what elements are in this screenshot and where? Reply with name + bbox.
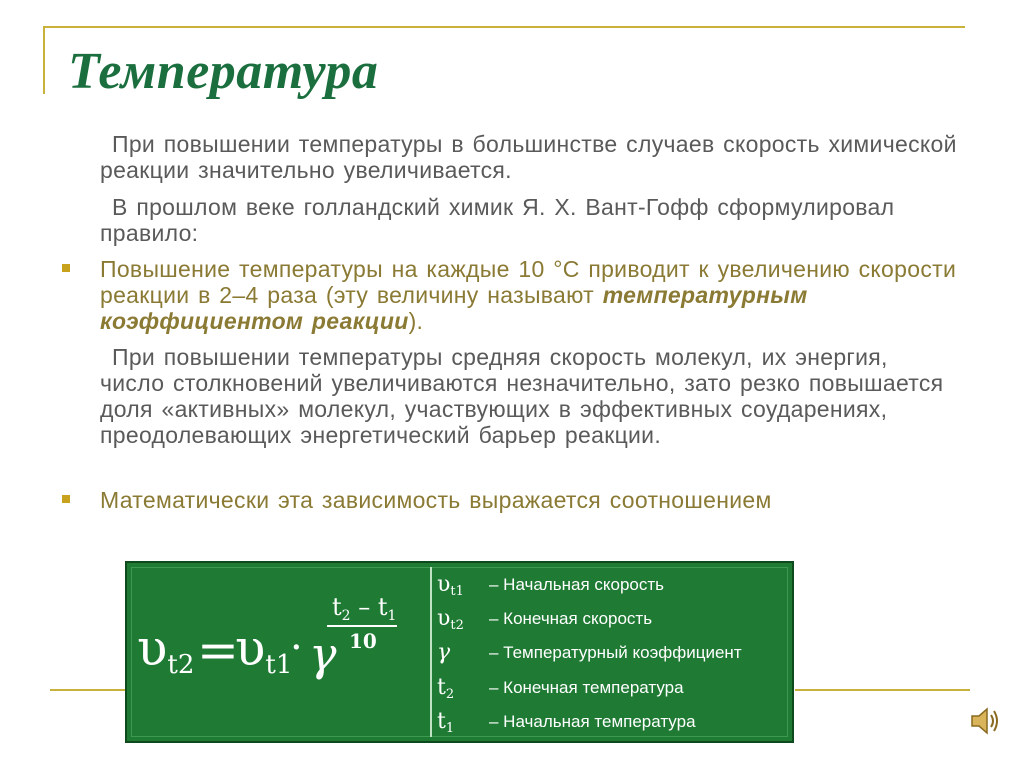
bullet-math [100, 487, 960, 513]
formula-exp-sub: 1 [387, 608, 397, 624]
speaker-icon[interactable] [970, 704, 1000, 738]
legend-symbol [437, 640, 489, 667]
legend-symbol-base: t [437, 674, 446, 700]
legend-symbol-sub: t1 [450, 583, 464, 599]
legend-row [437, 708, 696, 736]
formula-exp-t: t [377, 593, 388, 621]
legend-symbol-base: υ [437, 571, 451, 597]
paragraph-active-molecules [100, 344, 960, 448]
top-accent-line [43, 26, 965, 28]
formula-upsilon: υ [137, 619, 168, 677]
legend-row [437, 674, 684, 702]
legend-symbol-base: υ [437, 605, 451, 631]
bullet-rule [100, 256, 960, 334]
formula-multiply-dot: · [290, 625, 303, 671]
formula-exp-sub: 2 [341, 608, 351, 624]
formula-exp-minus: – [350, 593, 378, 621]
paragraph-active-molecules-text: При повышении температуры средняя скорость молекул, их энергия, число столкновений увеличиваются незначительно, зато резко повышается доля «активных» молекул, участвующих в эффективных соударениях, преодолевающих энергетический барьер реакции. [100, 344, 944, 448]
formula-fraction-bar [327, 625, 397, 627]
formula-upsilon: υ [235, 619, 266, 677]
legend-symbol-sub: 1 [445, 720, 455, 736]
formula-exp-t: t [332, 593, 342, 621]
legend-text: – Температурный коэффициент [489, 643, 742, 662]
legend-symbol [437, 572, 489, 599]
formula-equals: = [197, 621, 239, 679]
formula-divider [430, 567, 432, 737]
legend-symbol-base: γ [437, 639, 451, 665]
legend-row [437, 605, 652, 633]
paragraph-intro-text: При повышении температуры в большинстве случаев скорость химической реакции значительно увеличивается. [100, 131, 957, 183]
legend-symbol [437, 709, 489, 736]
square-bullet-icon [62, 264, 70, 272]
paragraph-vant-hoff-text: В прошлом веке голландский химик Я. Х. Вант-Гофф сформулировал правило: [100, 194, 895, 246]
bottom-accent-line-left [50, 689, 125, 691]
legend-symbol-base: t [437, 708, 446, 734]
paragraph-intro [100, 131, 960, 183]
legend-text: – Начальная скорость [489, 575, 665, 594]
left-accent-line [43, 26, 45, 94]
bullet-rule-ending: ). [408, 308, 424, 334]
legend-row [437, 639, 742, 667]
formula-gamma: γ [309, 627, 337, 681]
square-bullet-icon [62, 495, 70, 503]
formula-subscript: t2 [167, 650, 195, 680]
formula-exponent-numerator [332, 593, 396, 624]
legend-symbol-sub: 2 [445, 686, 455, 702]
paragraph-vant-hoff [100, 194, 960, 246]
legend-symbol-sub: t2 [450, 617, 464, 633]
legend-row [437, 571, 664, 599]
bottom-accent-line-right [795, 689, 970, 691]
legend-text: – Начальная температура [489, 712, 696, 731]
legend-text: – Конечная температура [489, 678, 684, 697]
legend-symbol [437, 675, 489, 702]
legend-symbol [437, 606, 489, 633]
slide-title: Температура [68, 43, 379, 100]
bullet-math-text: Математически эта зависимость выражается соотношением [100, 487, 772, 513]
formula-initial-rate [235, 619, 292, 680]
temperature-coefficient-term: температурным коэффициентом реакции [100, 282, 808, 334]
bullet-rule-text: Повышение температуры на каждые 10 °С приводит к увеличению скорости реакции в 2–4 раза (эту величину называют [100, 256, 957, 308]
formula-exponent-denominator: 10 [349, 629, 377, 653]
legend-text: – Конечная скорость [489, 609, 653, 628]
formula-panel [125, 561, 794, 743]
formula-subscript: t1 [265, 650, 293, 680]
formula-final-rate [137, 619, 194, 680]
